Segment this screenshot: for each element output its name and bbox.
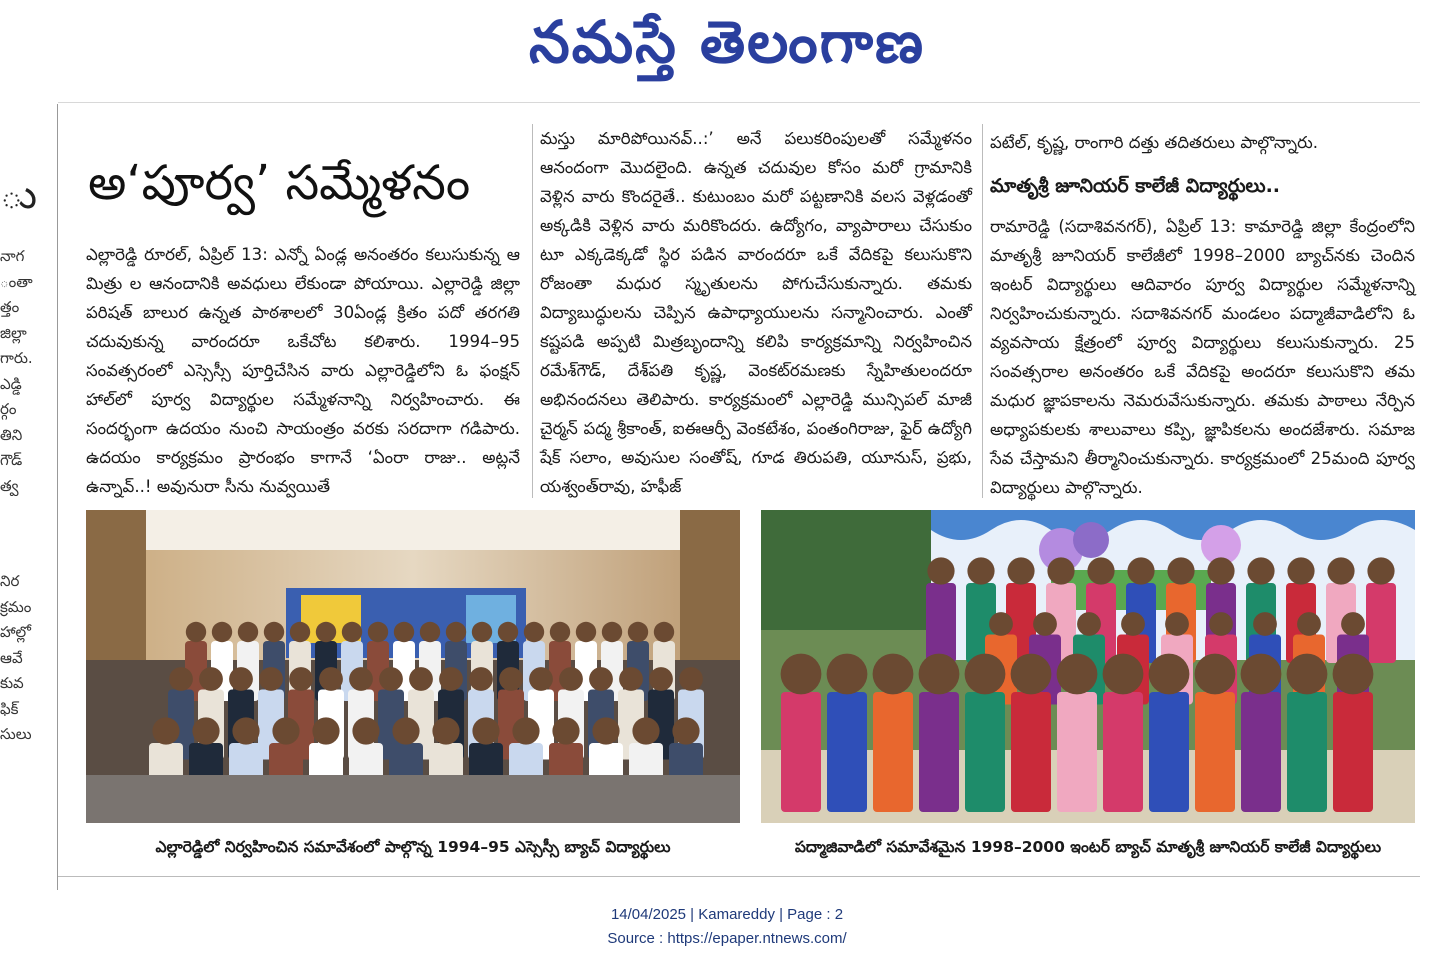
adjacent-fragment-line: నాగ (0, 247, 25, 265)
masthead-rule (58, 102, 1420, 103)
adjacent-fragment-line: ఫిక్‌ (0, 699, 19, 718)
column-1-text: ఎల్లారెడ్డి రూరల్‌, ఏప్రిల్‌ 13: ఎన్నో ఏండ్ల అనంతరం కలుసుకున్న ఆ మిత్రు ల ఆనందానికి అవధులు లేకుండా పోయాయి. ఎల్లారెడ్డి జిల్లా పరిషత్‌ బాలుర ఉన్నత పాఠశాలలో 30ఏండ్ల క్రితం పదో తరగతి చదువుకున్న వారందరూ ఒకేచోట కలిశారు. 1994–95 సంవత్సరంలో ఎస్సెస్సీ పూర్తిచేసిన వారు ఎల్లారెడ్డిలోని ఓ ఫంక్షన్‌ హాల్‌లో పూర్వ విద్యార్థుల సమ్మేళనాన్ని నిర్వహించారు. ఈ సందర్భంగా ఉదయం నుంచి సాయంత్రం వరకు సరదాగా గడిపారు. ఉదయం కార్యక్రమం ప్రారంభం కాగానే ‘ఏంరా రాజు.. అట్లనే ఉన్నావ్‌..! అవునురా సీను నువ్వయితే (86, 245, 520, 496)
adjacent-fragment-line: కువ (0, 674, 24, 692)
page-bottom-rule (58, 876, 1420, 877)
article-column-3 (990, 128, 1415, 157)
column-2-text: మస్తు మారిపోయినవ్‌..:’ అనే పలుకరింపులతో సమ్మేళనం ఆనందంగా మొదలైంది. ఉన్నత చదువుల కోసం మరో గ్రామానికి వెళ్లిన వారు కొందరైతే.. కుటుంబం మరో పట్టణానికి వలస వెళ్లడంతో అక్కడికి వెళ్లిన వారు మరికొందరు. ఉద్యోగం, వ్యాపారాలు చేసుకుం టూ ఎక్కడెక్కడో స్థిర పడిన వారందరూ ఒకే వేదికపై కలుసుకొని రోజంతా మధుర స్మృతులను పోగుచేసుకున్నారు. తమకు విద్యాబుద్ధులను చెప్పిన ఉపాధ్యాయులను సన్మానించారు. ఎంతో కష్టపడి అప్పటి మిత్రబృందాన్ని కలిపి కార్యక్రమాన్ని నిర్వహించిన రమేశ్‌గౌడ్‌, దేశ్‌పతి కృష్ణ, వెంకట్‌రమణకు స్నేహితులందరూ అభినందనలు తెలిపారు. కార్యక్రమంలో ఎల్లారెడ్డి మున్సిపల్‌ మాజీ చైర్మన్‌ పద్మ శ్రీకాంత్‌, ఐఈఆర్పీ వెంకటేశం, పంతంగిరాజు, ఫైర్‌ ఉద్యోగి షేక్‌ సలాం, అవుసుల సంతోష్‌, గూడ తిరుపతి, యూనుస్‌, ప్రభు, యశ్వంత్‌రావు, హఫీజ్‌ (540, 129, 972, 496)
photo-caption-right: పద్మాజివాడిలో సమావేశమైన 1998–2000 ఇంటర్‌ బ్యాచ్‌ మాతృశ్రీ జూనియర్‌ కాలేజీ విద్యార్థులు (794, 838, 1382, 856)
adjacent-fragment-line: నిర (0, 572, 20, 590)
adjacent-fragment-line: సులు (0, 725, 32, 743)
left-column-divider (57, 104, 58, 890)
adjacent-fragment-line: ఆవే (0, 648, 23, 667)
adjacent-fragment-line: త్వ (0, 476, 19, 495)
adjacent-fragment-line: గౌడ్‌ (0, 451, 23, 469)
column-divider-1 (532, 124, 533, 498)
adjacent-fragment-line: హాల్లో (0, 623, 31, 641)
column-3-text: రామారెడ్డి (సదాశివనగర్‌), ఏప్రిల్‌ 13: కామారెడ్డి జిల్లా కేంద్రంలోని మాతృశ్రీ జూనియర్‌ కాలేజీలో 1998–2000 బ్యాచ్‌నకు చెందిన ఇంటర్‌ విద్యార్థులు ఆదివారం పూర్వ విద్యార్థుల సమ్మేళనాన్ని నిర్వహించుకున్నారు. సదాశివనగర్‌ మండలం పద్మాజీవాడిలోని ఓ వ్యవసాయ క్షేత్రంలో పూర్వ విద్యార్థులు కలుసుకున్నారు. 25 సంవత్సరాల అనంతరం ఒకే వేదికపై అందరూ కలుసుకొని తమ మధుర జ్ఞాపకాలను నెమరువేసుకున్నారు. తమకు పాఠాలు నేర్పిన అధ్యాపకులకు శాలువాలు కప్పి, జ్ఞాపికలను అందజేశారు. సమాజ సేవ చేస్తామని తీర్మానించుకున్నారు. కార్యక్రమంలో 25మంది పూర్వ విద్యార్థులు పాల్గొన్నారు. (990, 217, 1415, 497)
adjacent-fragment-line: ర్గం (0, 400, 17, 418)
article-column-1 (86, 240, 520, 501)
adjacent-fragment-line: ఎడ్డి (0, 374, 22, 393)
photo-alumni-farm (761, 510, 1415, 823)
masthead: నమస్తే తెలంగాణ (529, 8, 925, 76)
article-column-2 (540, 124, 972, 501)
adjacent-fragment-line: త్తం (0, 298, 20, 316)
article-column-3-body (990, 212, 1415, 502)
adjacent-article-glyph: ు (0, 172, 37, 218)
footer-dateline: 14/04/2025 | Kamareddy | Page : 2 (610, 906, 844, 923)
column-divider-2 (982, 124, 983, 498)
article-headline: అ‘పూర్వ’ సమ్మేళనం (88, 155, 471, 211)
adjacent-fragment-line: ంతా (0, 272, 33, 291)
adjacent-article-fragment (0, 244, 33, 748)
photo-alumni-function-hall (86, 510, 740, 823)
article-subhead: మాతృశ్రీ జూనియర్‌ కాలేజీ విద్యార్థులు.. (990, 175, 1281, 197)
adjacent-fragment-line: జిల్లా (0, 323, 27, 342)
column-3-top-text: పటేల్‌, కృష్ణ, రాంగారి దత్తు తదితరులు పాల్గొన్నారు. (990, 133, 1319, 152)
footer-source: Source : https://epaper.ntnews.com/ (607, 930, 847, 947)
photo-caption-left: ఎల్లారెడ్డిలో నిర్వహించిన సమావేశంలో పాల్గొన్న 1994–95 ఎస్సెస్సీ బ్యాచ్‌ విద్యార్థులు (155, 838, 671, 856)
adjacent-fragment-line: క్రమం (0, 597, 32, 616)
adjacent-fragment-line: గారు. (0, 349, 33, 367)
adjacent-fragment-line: తిని (0, 425, 23, 444)
